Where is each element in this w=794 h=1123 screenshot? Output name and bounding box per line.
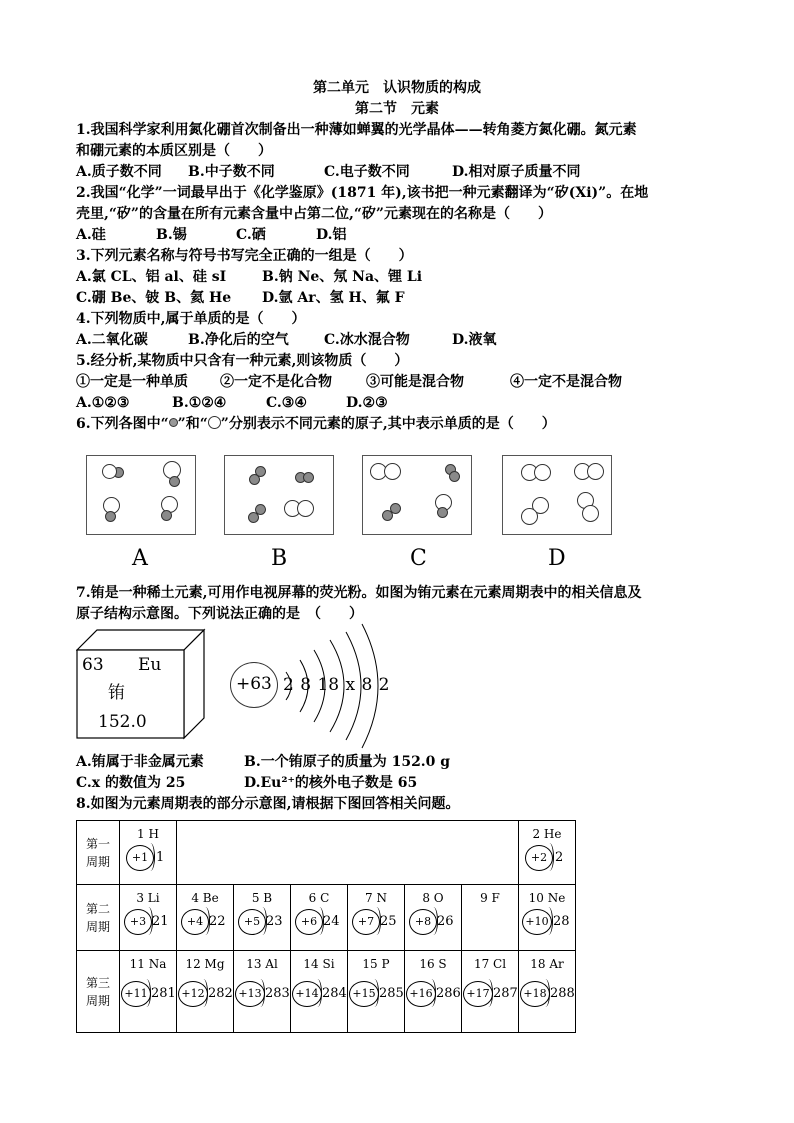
shell-arc [541,979,550,1007]
cell-si [291,951,348,1033]
eu-nucleus-charge: +63 [236,674,272,694]
shells-he: 2 [555,850,564,865]
nucleus: +14 [292,981,322,1007]
q2-line1: 2.我国“化学”一词最早出于《化学鉴原》(1871 年),该书把一种元素翻译为“矽(Xi)”。在地 [76,185,649,201]
cell-he [519,821,576,885]
white-atom [384,463,401,480]
eu-shell-electrons: 2 8 18 x 8 2 [283,675,390,695]
q5-stmt-3: ③可能是混合物 [366,374,464,390]
row-label-period-2 [77,885,120,951]
shell-arc [313,979,322,1007]
q7-opt-d: D.Eu²⁺的核外电子数是 65 [244,775,418,791]
q6-stem-start: 6.下列各图中“ [76,416,169,432]
q6-stem-end: ”分别表示不同元素的原子,其中表示单质的是（ ） [220,416,556,432]
shells: 25 [380,914,397,929]
shells: 288 [550,986,575,1001]
element-name-he: 2 He [532,827,562,841]
q6-box-a [86,455,196,535]
row-label-text: 第二 周期 [85,901,110,934]
grey-atom [248,512,259,523]
q4-stem: 4.下列物质中,属于单质的是（ ） [76,311,306,327]
shells: 26 [437,914,454,929]
q2-opt-a: A.硅 [76,227,106,243]
cell-b [234,885,291,951]
element-card-number: 63 [82,655,104,675]
cell-c [291,885,348,951]
white-atom-icon [208,416,221,429]
white-atom [587,463,604,480]
element-name-h: 1 H [137,827,159,841]
cell-na [120,951,177,1033]
white-atom [582,505,599,522]
shells: 23 [266,914,283,929]
grey-atom [169,476,180,487]
q3-opt-d: D.氩 Ar、氢 H、氟 F [262,290,405,306]
shells: 287 [493,986,518,1001]
shell-arc [484,979,493,1007]
period-1-row [77,821,576,885]
q5-stmt-1: ①一定是一种单质 [76,374,188,390]
white-atom [534,464,551,481]
shells: 281 [151,986,176,1001]
cell-li [120,885,177,951]
nucleus-h: +1 [126,845,154,871]
period-3-row [77,951,576,1033]
nucleus: +15 [349,981,379,1007]
element-name: 14 Si [303,957,335,971]
shell-arc [256,979,265,1007]
element-name: 7 N [365,891,387,905]
element-name: 12 Mg [185,957,225,971]
element-name: 15 P [362,957,390,971]
shells: 282 [208,986,233,1001]
period-2-row [77,885,576,951]
shells: 283 [265,986,290,1001]
shell-arc [146,843,155,871]
q7-opt-c: C.x 的数值为 25 [76,775,186,791]
cell-cl [462,951,519,1033]
row-label-text: 第三 周期 [85,975,110,1008]
q6-box-b [224,455,334,535]
white-atom [297,500,314,517]
nucleus: +6 [295,909,323,935]
q3-stem: 3.下列元素名称与符号书写完全正确的一组是（ ） [76,248,413,264]
cell-h [120,821,177,885]
nucleus: +12 [178,981,208,1007]
element-name: 5 B [251,891,273,905]
q6-label-c: C [410,546,427,571]
q6-label-d: D [548,546,566,571]
grey-atom [105,511,116,522]
nucleus: +13 [235,981,265,1007]
q2-opt-c: C.硒 [236,227,266,243]
page-title: 第二单元 认识物质的构成 [313,80,481,96]
element-card-mass: 152.0 [98,712,147,732]
shells-h: 1 [156,850,165,865]
element-name: 11 Na [129,957,167,971]
element-name: 9 F [480,891,500,905]
nucleus: +5 [238,909,266,935]
cell-f [462,885,519,951]
q2-opt-b: B.锡 [156,227,187,243]
row-label-period-3 [77,951,120,1033]
q6-label-a: A [132,546,148,571]
q7-opt-b: B.一个铕原子的质量为 152.0 g [244,754,451,770]
q6-stem [76,414,556,434]
shell-arc [142,979,151,1007]
cell-ne [519,885,576,951]
grey-atom [382,510,393,521]
row-label-text: 第一 周期 [85,836,110,869]
q4-opt-b: B.净化后的空气 [188,332,289,348]
cell-n [348,885,405,951]
nucleus: +11 [121,981,151,1007]
shell-arc [199,979,208,1007]
cell-be [177,885,234,951]
q4-opt-c: C.冰水混合物 [324,332,410,348]
element-name: 17 Cl [473,957,507,971]
shell-arc [545,843,554,871]
cell-s [405,951,462,1033]
element-name: 16 S [419,957,447,971]
q4-opt-d: D.液氧 [452,332,497,348]
shells: 285 [379,986,404,1001]
q7-opt-a: A.铕属于非金属元素 [76,754,204,770]
cell-al [234,951,291,1033]
q6-box-d [502,455,612,535]
q2-opt-d: D.铝 [316,227,347,243]
nucleus: +3 [124,909,152,935]
nucleus: +7 [352,909,380,935]
page-subtitle: 第二节 元素 [355,101,439,117]
q1-opt-b: B.中子数不同 [188,164,275,180]
grey-atom [303,472,314,483]
shell-arc [544,907,553,935]
element-name: 4 Be [191,891,219,905]
periodic-table [76,820,576,1033]
grey-atom [161,510,172,521]
q2-line2: 壳里,“矽”的含量在所有元素含量中占第二位,“矽”元素现在的名称是（ ） [76,206,552,222]
q1-line1: 1.我国科学家利用氮化硼首次制备出一种薄如蝉翼的光学晶体——转角菱方氮化硼。氮元素 [76,122,637,138]
shells: 22 [209,914,226,929]
element-name: 6 C [308,891,330,905]
shell-arc [370,979,379,1007]
cell-ar [519,951,576,1033]
q5-stmt-2: ②一定不是化合物 [220,374,332,390]
shells: 28 [553,914,570,929]
element-name: 13 Al [246,957,278,971]
element-card-symbol: Eu [138,655,162,675]
shells: 21 [152,914,169,929]
q6-stem-mid: ”和“ [177,416,208,432]
white-atom [102,464,117,479]
q4-opt-a: A.二氧化碳 [76,332,148,348]
grey-atom [449,471,460,482]
q1-opt-c: C.电子数不同 [324,164,410,180]
q1-opt-d: D.相对原子质量不同 [452,164,581,180]
q3-opt-c: C.硼 Be、铍 B、氦 He [76,290,232,306]
element-name: 10 Ne [528,891,566,905]
shells: 286 [436,986,461,1001]
element-card-name: 铕 [108,683,125,703]
white-atom [521,508,538,525]
q3-opt-a: A.氯 CL、铝 al、硅 sI [76,269,227,285]
q3-opt-b: B.钠 Ne、氖 Na、锂 Li [262,269,423,285]
nucleus: +10 [522,909,552,935]
cell-o [405,885,462,951]
cell-p [348,951,405,1033]
q6-box-c [362,455,472,535]
q6-label-b: B [271,546,288,571]
shells: 284 [322,986,347,1001]
q5-opt-a: A.①②③ [76,395,130,411]
shells: 24 [323,914,340,929]
period-1-gap [177,821,519,885]
cell-mg [177,951,234,1033]
shell-arc [427,979,436,1007]
q7-line2: 原子结构示意图。下列说法正确的是 （ ） [76,606,363,622]
element-name: 3 Li [136,891,160,905]
nucleus-he: +2 [525,845,553,871]
q5-opt-c: C.③④ [266,395,307,411]
grey-atom [249,474,260,485]
nucleus: +16 [406,981,436,1007]
element-name: 18 Ar [530,957,564,971]
grey-atom-icon [169,418,178,427]
nucleus: +17 [463,981,493,1007]
q8-stem: 8.如图为元素周期表的部分示意图,请根据下图回答相关问题。 [76,796,460,812]
element-name: 8 O [422,891,444,905]
q5-opt-b: B.①②④ [172,395,227,411]
grey-atom [437,507,448,518]
q1-line2: 和硼元素的本质区别是（ ） [76,143,272,159]
nucleus: +4 [181,909,209,935]
nucleus: +8 [409,909,437,935]
q5-stem: 5.经分析,某物质中只含有一种元素,则该物质（ ） [76,353,409,369]
q5-opt-d: D.②③ [346,395,388,411]
q5-stmt-4: ④一定不是混合物 [510,374,622,390]
nucleus: +18 [520,981,550,1007]
q1-opt-a: A.质子数不同 [76,164,162,180]
q7-line1: 7.铕是一种稀土元素,可用作电视屏幕的荧光粉。如图为铕元素在元素周期表中的相关信息及 [76,585,642,601]
row-label-period-1 [77,821,120,885]
